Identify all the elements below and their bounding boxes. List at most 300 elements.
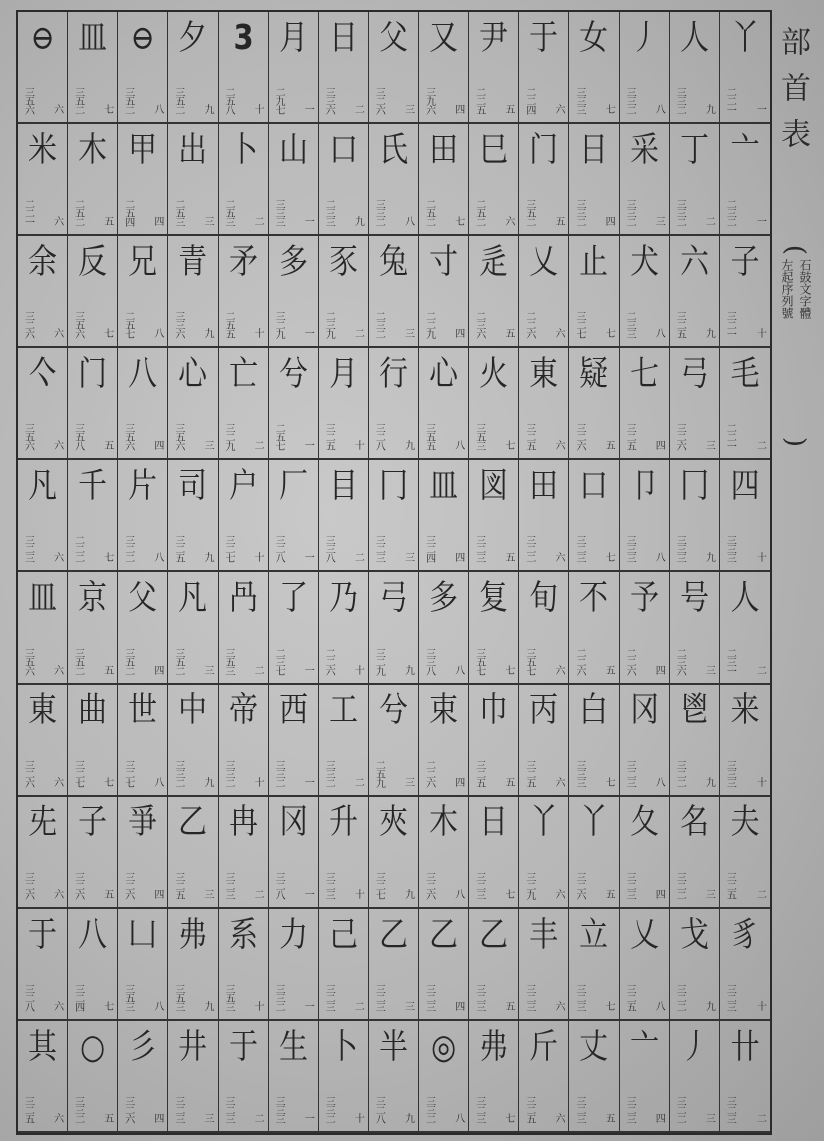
radical-glyph: 図: [479, 466, 509, 507]
radical-index: 五: [605, 889, 616, 901]
radical-number: 三二四: [423, 535, 435, 563]
radical-glyph: 矛: [228, 241, 258, 282]
radical-index: 八: [455, 665, 466, 677]
radical-number: 二五八: [223, 87, 235, 115]
radical-number: 二二一: [22, 199, 34, 227]
radical-cell: [68, 348, 118, 460]
radical-number: 三二三: [473, 535, 485, 563]
radical-cell: [469, 572, 519, 684]
radical-index: 三: [204, 665, 215, 677]
radical-glyph: 四: [730, 466, 760, 507]
radical-number: 三二八: [373, 423, 385, 451]
radical-glyph: 鬯: [679, 690, 709, 731]
radical-cell: [319, 12, 369, 124]
radical-index: 二: [757, 665, 767, 677]
radical-index: 四: [655, 441, 666, 453]
radical-number: 三三二: [674, 87, 686, 115]
radical-cell: [569, 909, 619, 1021]
radical-index: 七: [505, 1113, 516, 1125]
radical-glyph: 冉: [228, 802, 258, 843]
radical-glyph: 生: [278, 1026, 308, 1067]
radical-glyph: 于: [529, 17, 559, 58]
radical-cell: [469, 1021, 519, 1133]
radical-index: 九: [405, 889, 416, 901]
radical-number: 三二七: [122, 759, 134, 787]
radical-index: 五: [104, 217, 115, 229]
radical-cell: [168, 124, 218, 236]
radical-glyph: 弗: [178, 914, 208, 955]
radical-number: 三五二: [122, 87, 134, 115]
radical-index: 二: [254, 441, 265, 453]
radical-glyph: 系: [228, 914, 258, 955]
radical-cell: [118, 348, 168, 460]
radical-index: 五: [605, 1113, 616, 1125]
radical-glyph: 卜: [328, 1026, 358, 1067]
radical-cell: [519, 12, 569, 124]
radical-cell: [419, 348, 469, 460]
radical-cell: [68, 124, 118, 236]
radical-index: 十: [354, 441, 365, 453]
radical-cell: [720, 348, 770, 460]
radical-glyph: 帝: [228, 690, 258, 731]
radical-index: 一: [304, 329, 315, 341]
radical-number: 三五七: [473, 647, 485, 675]
radical-index: 二: [757, 441, 767, 453]
radical-index: 九: [705, 105, 716, 117]
radical-number: 三五二: [523, 199, 535, 227]
open-paren: (: [780, 244, 811, 256]
radical-number: 三二五: [624, 423, 636, 451]
radical-glyph: 乙: [429, 914, 459, 955]
radical-cell: [469, 909, 519, 1021]
radical-index: 十: [757, 329, 767, 341]
radical-cell: [670, 348, 720, 460]
radical-index: 六: [54, 441, 65, 453]
radical-cell: [670, 797, 720, 909]
radical-number: 三二二: [523, 535, 535, 563]
radical-glyph: 丫: [529, 802, 559, 843]
radical-number: 三三三: [674, 535, 686, 563]
radical-index: 十: [354, 665, 365, 677]
radical-number: 三二六: [72, 871, 84, 899]
radical-index: 三: [705, 665, 716, 677]
radical-index: 五: [104, 665, 115, 677]
radical-index: 十: [354, 1113, 365, 1125]
radical-glyph: 七: [629, 354, 659, 395]
radical-number: 三二七: [223, 535, 235, 563]
radical-index: 一: [304, 777, 315, 789]
radical-index: 六: [54, 105, 65, 117]
radical-number: 三三二: [624, 199, 636, 227]
radical-cell: [469, 348, 519, 460]
radical-glyph: 名: [679, 802, 709, 843]
radical-cell: [620, 909, 670, 1021]
radical-cell: [670, 124, 720, 236]
radical-number: 三二五: [724, 871, 736, 899]
radical-glyph: 乂: [529, 241, 559, 282]
radical-glyph: 复: [479, 578, 509, 619]
radical-glyph: 曲: [78, 690, 108, 731]
radical-glyph: 亽: [28, 354, 58, 395]
radical-cell: [720, 124, 770, 236]
radical-glyph: 冈: [629, 690, 659, 731]
radical-cell: [319, 797, 369, 909]
radical-number: 三二六: [573, 423, 585, 451]
radical-cell: [118, 685, 168, 797]
radical-glyph: 冂: [379, 466, 408, 507]
radical-cell: [168, 685, 218, 797]
radical-number: 二二一: [724, 87, 736, 115]
radical-glyph: 门: [78, 354, 108, 395]
radical-index: 八: [154, 553, 165, 565]
radical-cell: [18, 12, 68, 124]
radical-index: 六: [555, 889, 566, 901]
radical-index: 十: [254, 777, 265, 789]
radical-index: 二: [354, 1001, 365, 1013]
radical-index: 二: [254, 665, 265, 677]
radical-index: 二: [354, 105, 365, 117]
radical-index: 一: [304, 441, 315, 453]
radical-glyph: 工: [328, 690, 358, 731]
radical-glyph: 東: [28, 690, 58, 731]
radical-index: 九: [204, 329, 215, 341]
radical-number: 三二八: [373, 1095, 385, 1123]
radical-glyph: ◎: [431, 1026, 457, 1067]
radical-cell: [720, 236, 770, 348]
radical-cell: [670, 1021, 720, 1133]
radical-glyph: 父: [379, 17, 408, 58]
radical-cell: [219, 236, 269, 348]
radical-index: 三: [405, 329, 416, 341]
radical-number: 三五八: [72, 423, 84, 451]
radical-number: 三二五: [323, 423, 335, 451]
radical-number: 二二二: [72, 535, 84, 563]
radical-glyph: 六: [679, 241, 709, 282]
radical-index: 二: [354, 777, 365, 789]
radical-number: 三三六: [323, 87, 335, 115]
radical-glyph: 其: [28, 1026, 58, 1067]
radical-number: 三二二: [674, 759, 686, 787]
radical-glyph: 巳: [479, 129, 509, 170]
radical-glyph: 辵: [479, 241, 509, 282]
radical-glyph: 月: [328, 354, 358, 395]
radical-glyph: 立: [579, 914, 609, 955]
radical-number: 三三二: [624, 87, 636, 115]
radical-index: 七: [104, 105, 115, 117]
radical-cell: [519, 124, 569, 236]
radical-cell: [519, 797, 569, 909]
radical-number: 二五五: [223, 311, 235, 339]
radical-glyph: 疑: [579, 354, 609, 395]
radical-cell: [18, 460, 68, 572]
radical-number: 二三三: [323, 199, 335, 227]
radical-cell: [319, 124, 369, 236]
radical-glyph: 凡: [178, 578, 208, 619]
radical-number: 二五四: [122, 199, 134, 227]
radical-cell: [68, 909, 118, 1021]
radical-cell: [419, 572, 469, 684]
radical-number: 二二五: [473, 87, 485, 115]
radical-cell: [720, 797, 770, 909]
radical-glyph: 豕: [328, 241, 358, 282]
radical-index: 二: [254, 889, 265, 901]
radical-cell: [168, 797, 218, 909]
radical-index: 十: [254, 1001, 265, 1013]
radical-number: 三五二: [172, 87, 184, 115]
radical-index: 六: [555, 329, 566, 341]
radical-number: 三三二: [72, 1095, 84, 1123]
radical-number: 三二三: [22, 535, 34, 563]
radical-index: 七: [605, 553, 616, 565]
radical-number: 三五二: [122, 647, 134, 675]
radical-glyph: 口: [328, 129, 358, 170]
radical-glyph: 夕: [178, 17, 208, 58]
radical-index: 二: [705, 217, 716, 229]
radical-cell: [319, 348, 369, 460]
radical-cell: [118, 460, 168, 572]
radical-index: 七: [505, 665, 516, 677]
radical-number: 三二九: [273, 311, 285, 339]
radical-number: 三二三: [172, 1095, 184, 1123]
radical-glyph: 日: [479, 802, 509, 843]
radical-number: 二三一: [724, 647, 736, 675]
radical-number: 三三二: [674, 199, 686, 227]
radical-index: 三: [204, 441, 215, 453]
radical-glyph: 来: [730, 690, 760, 731]
radical-cell: [519, 1021, 569, 1133]
radical-cell: [68, 572, 118, 684]
radical-glyph: 中: [178, 690, 208, 731]
radical-glyph: 片: [128, 466, 158, 507]
radical-glyph: 八: [128, 354, 158, 395]
radical-glyph: 心: [429, 354, 459, 395]
radical-glyph: 米: [28, 129, 58, 170]
radical-glyph: 兔: [379, 241, 408, 282]
radical-number: 三二三: [573, 1095, 585, 1123]
radical-index: 八: [154, 105, 165, 117]
radical-cell: [168, 1021, 218, 1133]
radical-cell: [670, 460, 720, 572]
radical-number: 二五二: [72, 199, 84, 227]
radical-index: 七: [104, 329, 115, 341]
radical-index: 十: [757, 777, 767, 789]
radical-glyph: 丿: [679, 1026, 709, 1067]
radical-index: 四: [605, 217, 616, 229]
radical-number: 三二六: [122, 1095, 134, 1123]
radical-glyph: 丙: [529, 690, 559, 731]
radical-cell: [68, 12, 118, 124]
radical-cell: [720, 572, 770, 684]
radical-number: 三二三: [323, 871, 335, 899]
radical-index: 八: [455, 1113, 466, 1125]
radical-number: 三二三: [223, 871, 235, 899]
radical-glyph: 出: [178, 129, 208, 170]
radical-index: 三: [405, 553, 416, 565]
radical-number: 三二五: [674, 311, 686, 339]
radical-glyph: 止: [579, 241, 609, 282]
radical-number: 三二三: [423, 983, 435, 1011]
radical-cell: [18, 685, 68, 797]
radical-number: 三五二: [72, 87, 84, 115]
radical-glyph: 门: [529, 129, 559, 170]
radical-index: 五: [505, 329, 516, 341]
radical-cell: [620, 12, 670, 124]
radical-index: 四: [455, 553, 466, 565]
caption-line-1: 石鼓文字體: [798, 259, 812, 319]
close-paren: ): [780, 436, 811, 448]
radical-glyph: 己: [328, 914, 358, 955]
radical-cell: [569, 124, 619, 236]
radical-index: 八: [655, 329, 666, 341]
radical-cell: [670, 572, 720, 684]
radical-cell: [419, 797, 469, 909]
radical-number: 三二三: [724, 1095, 736, 1123]
radical-glyph: 力: [278, 914, 308, 955]
radical-index: 五: [104, 889, 115, 901]
radical-glyph: 毛: [730, 354, 760, 395]
radical-glyph: 子: [78, 802, 108, 843]
radical-number: 三五三: [172, 983, 184, 1011]
radical-number: 三三二: [273, 759, 285, 787]
radical-glyph: 丰: [529, 914, 559, 955]
radical-cell: [18, 572, 68, 684]
radical-cell: [68, 1021, 118, 1133]
radical-index: 三: [405, 1001, 416, 1013]
radical-glyph: 了: [278, 578, 308, 619]
radical-glyph: 夂: [629, 802, 659, 843]
radical-glyph: 氏: [379, 129, 408, 170]
radical-number: 三三三: [724, 535, 736, 563]
radical-number: 二二四: [523, 87, 535, 115]
radical-cell: [369, 348, 419, 460]
radical-glyph: 木: [78, 129, 108, 170]
radical-number: 二五二: [473, 199, 485, 227]
radical-cell: [18, 797, 68, 909]
radical-cell: [369, 124, 419, 236]
radical-cell: [620, 124, 670, 236]
radical-cell: [269, 1021, 319, 1133]
radical-number: 三二五: [624, 983, 636, 1011]
radical-glyph: 子: [730, 241, 760, 282]
radical-cell: [319, 909, 369, 1021]
radical-index: 九: [705, 553, 716, 565]
radical-number: 三三三: [573, 87, 585, 115]
radical-cell: [419, 460, 469, 572]
radical-cell: [269, 909, 319, 1021]
radical-number: 三二六: [122, 871, 134, 899]
radical-number: 二二六: [323, 647, 335, 675]
radical-glyph: 于: [228, 1026, 258, 1067]
radical-glyph: 田: [429, 129, 459, 170]
radical-index: 一: [304, 1001, 315, 1013]
radical-number: 三二五: [523, 1095, 535, 1123]
radical-cell: [720, 460, 770, 572]
radical-cell: [319, 1021, 369, 1133]
radical-index: 九: [204, 553, 215, 565]
radical-number: 二三七: [273, 647, 285, 675]
radical-glyph: 司: [178, 466, 208, 507]
radical-glyph: 月: [278, 17, 308, 58]
radical-index: 七: [455, 217, 466, 229]
radical-index: 四: [154, 665, 165, 677]
radical-index: 三: [655, 217, 666, 229]
radical-index: 四: [455, 1001, 466, 1013]
radical-glyph: 火: [479, 354, 509, 395]
radical-glyph: 旬: [529, 578, 559, 619]
radical-cell: [469, 685, 519, 797]
radical-number: 三五六: [122, 423, 134, 451]
radical-number: 三二五: [172, 535, 184, 563]
radical-cell: [569, 685, 619, 797]
radical-number: 二三二: [373, 311, 385, 339]
radical-index: 四: [154, 441, 165, 453]
radical-index: 四: [455, 329, 466, 341]
radical-number: 三二二: [122, 535, 134, 563]
radical-cell: [118, 909, 168, 1021]
radical-cell: [469, 236, 519, 348]
radical-number: 三三二: [373, 199, 385, 227]
radical-cell: [369, 12, 419, 124]
radical-number: 三五五: [423, 423, 435, 451]
radical-number: 三五六: [22, 87, 34, 115]
radical-glyph: 多: [429, 578, 459, 619]
radical-glyph: 皿: [78, 17, 108, 58]
radical-index: 九: [204, 105, 215, 117]
radical-glyph: 尹: [479, 17, 509, 58]
radical-glyph: 西: [278, 690, 308, 731]
radical-glyph: 彡: [128, 1026, 158, 1067]
radical-cell: [168, 236, 218, 348]
radical-cell: [219, 572, 269, 684]
radical-index: 十: [354, 889, 365, 901]
radical-glyph: 冈: [278, 802, 308, 843]
radical-index: 十: [254, 105, 265, 117]
radical-number: 三三三: [724, 759, 736, 787]
radical-number: 二三三: [624, 311, 636, 339]
radical-index: 八: [655, 777, 666, 789]
radical-cell: [168, 572, 218, 684]
radical-cell: [18, 909, 68, 1021]
radical-index: 六: [555, 553, 566, 565]
radical-number: 三三二: [323, 759, 335, 787]
radical-cell: [118, 236, 168, 348]
caption-text: [778, 259, 814, 429]
radical-number: 二五七: [273, 423, 285, 451]
radical-number: 三二五: [473, 759, 485, 787]
radical-cell: [569, 460, 619, 572]
radical-index: 十: [254, 553, 265, 565]
radical-index: 六: [54, 217, 65, 229]
radical-glyph: 𝟯: [233, 17, 254, 58]
radical-number: 三二三: [473, 1095, 485, 1123]
radical-number: 三二六: [22, 311, 34, 339]
radical-glyph: 户: [228, 466, 258, 507]
radical-index: 七: [605, 1001, 616, 1013]
radical-index: 六: [555, 777, 566, 789]
radical-index: 八: [655, 553, 666, 565]
radical-cell: [620, 685, 670, 797]
radical-index: 六: [555, 1001, 566, 1013]
radical-glyph: 不: [579, 578, 609, 619]
radical-cell: [219, 797, 269, 909]
radical-glyph: 斤: [529, 1026, 559, 1067]
radical-index: 四: [655, 665, 666, 677]
radical-number: 三二九: [523, 871, 535, 899]
radical-glyph: 予: [629, 578, 659, 619]
radical-cell: [269, 797, 319, 909]
radical-cell: [369, 572, 419, 684]
radical-glyph: 目: [328, 466, 358, 507]
